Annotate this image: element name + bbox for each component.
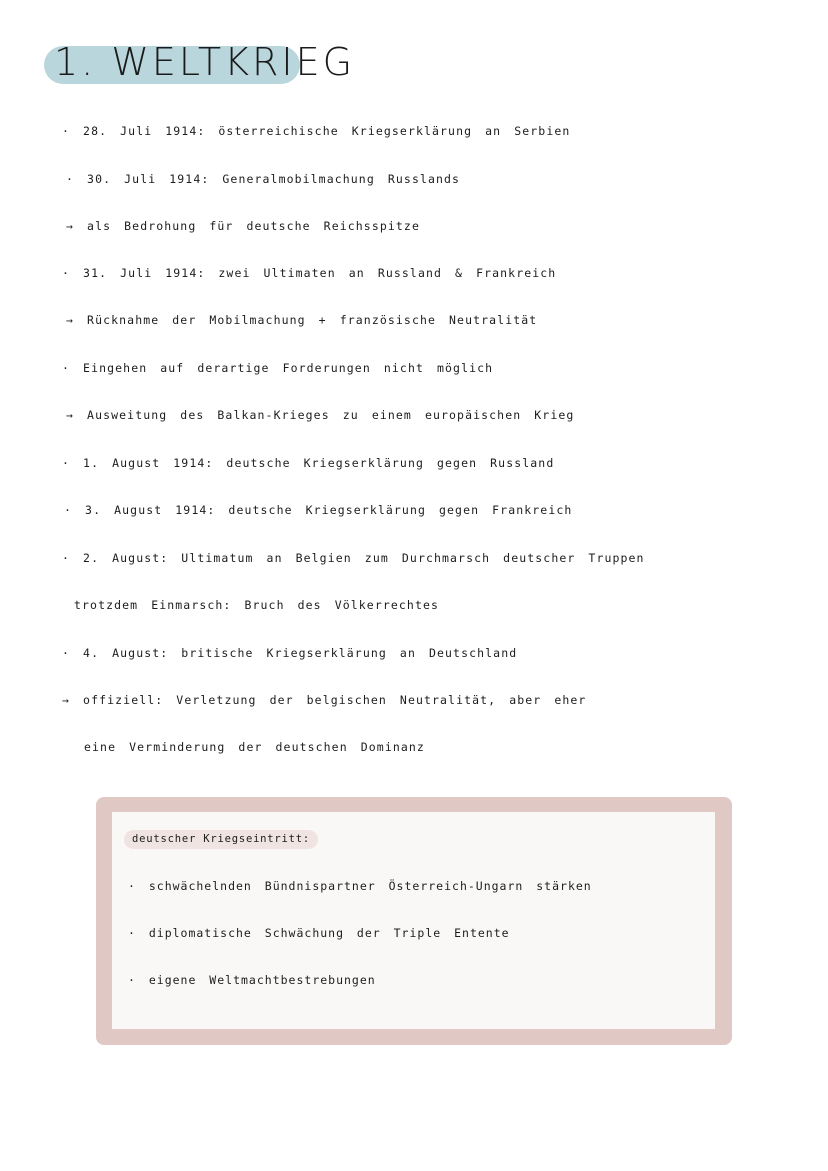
note-line: → offiziell: Verletzung der belgischen Neutralität, aber eher [62,693,587,707]
summary-item: · diplomatische Schwächung der Triple Entente [128,926,510,940]
note-line: · 1. August 1914: deutsche Kriegserklärung gegen Russland [62,456,555,470]
note-line: · 30. Juli 1914: Generalmobilmachung Russlands [66,172,461,186]
page-title: 1. WELTKRIEG [54,40,356,84]
note-line: · 3. August 1914: deutsche Kriegserklärung gegen Frankreich [64,503,573,517]
note-line: · 31. Juli 1914: zwei Ultimaten an Russland & Frankreich [62,266,557,280]
note-line: trotzdem Einmarsch: Bruch des Völkerrechtes [74,598,440,612]
note-line: · 2. August: Ultimatum an Belgien zum Durchmarsch deutscher Truppen [62,551,645,565]
note-line: · 28. Juli 1914: österreichische Kriegserklärung an Serbien [62,124,571,138]
summary-box [96,797,732,1045]
note-line: · Eingehen auf derartige Forderungen nicht möglich [62,361,494,375]
summary-item: · schwächelnden Bündnispartner Österreich-Ungarn stärken [128,879,592,893]
summary-heading: deutscher Kriegseintritt: [124,830,318,849]
summary-box-inner [112,812,715,1029]
summary-item: · eigene Weltmachtbestrebungen [128,973,376,987]
note-line: · 4. August: britische Kriegserklärung an Deutschland [62,646,518,660]
note-line: → als Bedrohung für deutsche Reichsspitze [66,219,420,233]
note-line: eine Verminderung der deutschen Dominanz [84,740,425,754]
note-line: → Rücknahme der Mobilmachung + französische Neutralität [66,313,538,327]
note-line: → Ausweitung des Balkan-Krieges zu einem europäischen Krieg [66,408,575,422]
title-block [44,40,356,84]
